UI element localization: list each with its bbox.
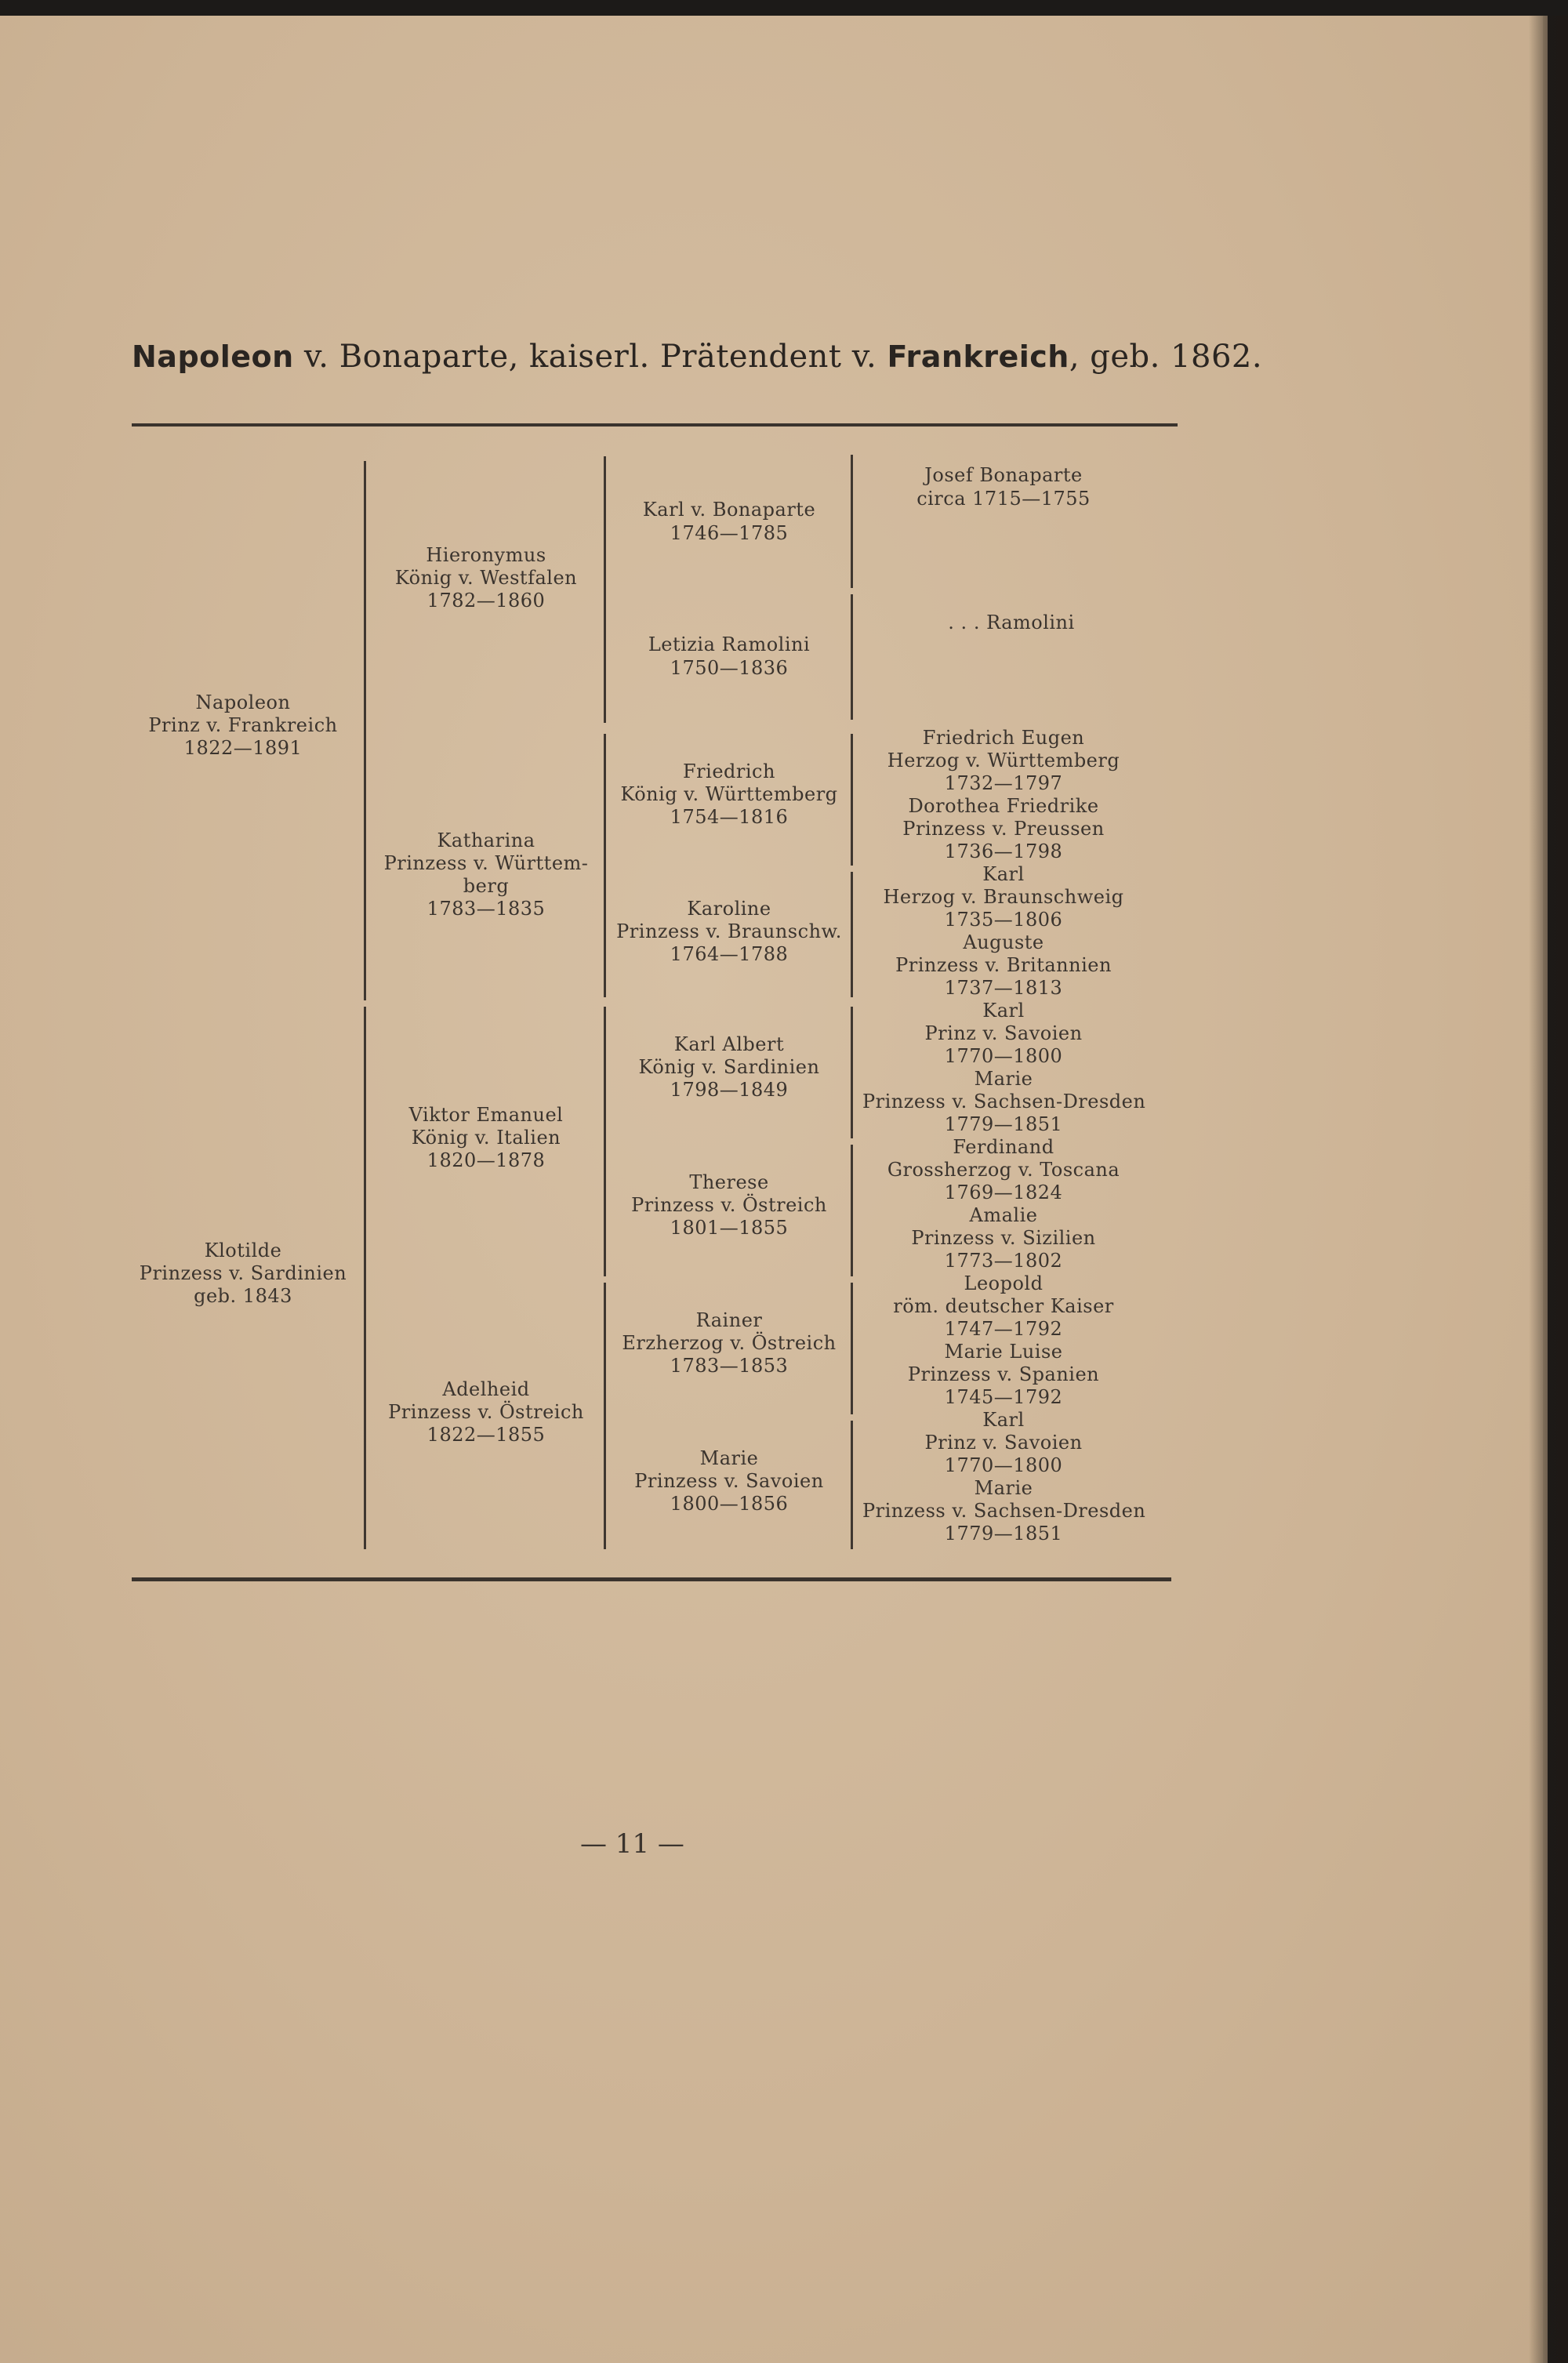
person-title: Prinzess v. Britannien bbox=[895, 954, 1112, 976]
person-name: Viktor Emanuel bbox=[408, 1104, 564, 1126]
person-years: 1732—1797 bbox=[944, 772, 1063, 794]
person-years: 1736—1798 bbox=[944, 840, 1063, 862]
person-name: Amalie bbox=[969, 1204, 1038, 1226]
person-years: 1783—1835 bbox=[426, 898, 546, 920]
bracket-line bbox=[604, 1007, 606, 1276]
bracket-line bbox=[851, 1283, 853, 1414]
person-name: Therese bbox=[689, 1171, 769, 1193]
bracket-line bbox=[364, 1007, 366, 1549]
person-title: Herzog v. Württemberg bbox=[887, 750, 1120, 771]
person-years: 1779—1851 bbox=[944, 1113, 1063, 1135]
person-title: Prinzess v. Östreich bbox=[631, 1194, 827, 1216]
person-name: Marie Luise bbox=[944, 1341, 1063, 1363]
person-title: König v. Württemberg bbox=[620, 783, 838, 805]
title-country: Frankreich bbox=[887, 339, 1069, 374]
person-years: 1735—1806 bbox=[944, 909, 1063, 931]
person-name: Dorothea Friedrike bbox=[908, 795, 1099, 817]
person-years: 1745—1792 bbox=[944, 1386, 1063, 1408]
person-title: Prinzess v. Sizilien bbox=[911, 1227, 1096, 1249]
person-title: Prinzess v. Sachsen-Dresden bbox=[862, 1091, 1146, 1113]
person-years: 1801—1855 bbox=[670, 1217, 789, 1239]
person-years: 1737—1813 bbox=[944, 977, 1063, 999]
person-years: 1747—1792 bbox=[944, 1318, 1063, 1340]
person-name: Letizia Ramolini bbox=[648, 633, 811, 655]
person-years: 1770—1800 bbox=[944, 1045, 1063, 1067]
person-name: Ferdinand bbox=[953, 1136, 1054, 1158]
person-name: Hieronymus bbox=[426, 544, 546, 566]
bracket-line bbox=[851, 1421, 853, 1549]
person-name: Karl Albert bbox=[673, 1033, 785, 1055]
person-title: Prinzess v. Östreich bbox=[388, 1401, 584, 1423]
person-years: 1746—1785 bbox=[670, 522, 789, 544]
person-name: Karl bbox=[982, 1000, 1025, 1022]
person-name: Leopold bbox=[964, 1272, 1044, 1294]
person-name: Marie bbox=[974, 1477, 1033, 1499]
person-name: Katharina bbox=[437, 829, 535, 851]
page-edge-shadow bbox=[1529, 16, 1568, 2363]
bracket-line bbox=[851, 1007, 853, 1138]
person-name: Josef Bonaparte bbox=[924, 464, 1083, 486]
bracket-line bbox=[364, 461, 366, 1000]
page-number: — 11 — bbox=[580, 1828, 684, 1860]
person-name: Klotilde bbox=[204, 1240, 282, 1261]
person-title: Herzog v. Braunschweig bbox=[883, 886, 1124, 908]
person-title: Prinzess v. Savoien bbox=[634, 1470, 824, 1492]
bracket-line bbox=[604, 456, 606, 723]
bracket-line bbox=[851, 734, 853, 866]
person-name: Marie bbox=[974, 1068, 1033, 1090]
bracket-line bbox=[851, 1145, 853, 1276]
bracket-line bbox=[604, 734, 606, 997]
person-years: 1820—1878 bbox=[426, 1149, 546, 1171]
person-name: Marie bbox=[699, 1447, 759, 1469]
person-title: röm. deutscher Kaiser bbox=[893, 1295, 1114, 1317]
person-years: 1798—1849 bbox=[670, 1079, 789, 1101]
bottom-rule bbox=[132, 1577, 1171, 1581]
person-name: Rainer bbox=[695, 1309, 763, 1331]
person-name: Karl v. Bonaparte bbox=[642, 499, 816, 521]
person-years: circa 1715—1755 bbox=[916, 488, 1091, 510]
person-title: Prinz v. Frankreich bbox=[148, 714, 338, 736]
person-title: Prinzess v. Sardinien bbox=[139, 1262, 347, 1284]
bracket-line bbox=[851, 594, 853, 720]
person-title: Prinzess v. Sachsen-Dresden bbox=[862, 1500, 1146, 1522]
person-years: 1822—1891 bbox=[183, 737, 303, 759]
person-years: 1779—1851 bbox=[944, 1523, 1063, 1544]
person-title: Prinzess v. Spanien bbox=[907, 1363, 1100, 1385]
title-name: Napoleon bbox=[132, 339, 294, 374]
person-years: geb. 1843 bbox=[194, 1285, 292, 1307]
person-years: 1783—1853 bbox=[670, 1355, 789, 1377]
person-title: Prinzess v. Braunschw. bbox=[616, 920, 842, 942]
person-name: Karoline bbox=[687, 898, 771, 920]
person-title-cont: berg bbox=[463, 875, 510, 897]
person-title: König v. Westfalen bbox=[394, 567, 578, 589]
person-title: Prinzess v. Württem- bbox=[383, 852, 589, 874]
bracket-line bbox=[604, 1283, 606, 1549]
person-years: 1800—1856 bbox=[670, 1493, 789, 1515]
person-name: Karl bbox=[982, 863, 1025, 885]
person-name: Adelheid bbox=[442, 1378, 530, 1400]
person-title: Erzherzog v. Östreich bbox=[622, 1332, 837, 1354]
person-name: Friedrich bbox=[683, 760, 775, 782]
title-tail: , geb. 1862. bbox=[1069, 339, 1263, 375]
person-title: König v. Italien bbox=[411, 1127, 561, 1149]
person-years: 1764—1788 bbox=[670, 943, 789, 965]
person-title: Prinzess v. Preussen bbox=[902, 818, 1105, 840]
page-title bbox=[132, 339, 1262, 375]
person-title: Prinz v. Savoien bbox=[924, 1022, 1083, 1044]
person-years: 1822—1855 bbox=[426, 1424, 546, 1446]
person-years: 1750—1836 bbox=[670, 657, 789, 679]
person-years: 1769—1824 bbox=[944, 1182, 1063, 1203]
top-rule bbox=[132, 423, 1178, 427]
person-name: Karl bbox=[982, 1409, 1025, 1431]
title-mid: v. Bonaparte, kaiserl. Prätendent v. bbox=[293, 339, 887, 375]
person-name: Napoleon bbox=[195, 691, 291, 713]
person-years: 1773—1802 bbox=[944, 1250, 1063, 1272]
person-name: Friedrich Eugen bbox=[922, 727, 1085, 749]
person-years: 1782—1860 bbox=[426, 590, 546, 612]
person-years: 1754—1816 bbox=[670, 806, 789, 828]
person-name: . . . Ramolini bbox=[948, 612, 1075, 633]
person-years: 1770—1800 bbox=[944, 1454, 1063, 1476]
person-title: Prinz v. Savoien bbox=[924, 1432, 1083, 1454]
person-name: Auguste bbox=[963, 931, 1044, 953]
person-title: König v. Sardinien bbox=[638, 1056, 820, 1078]
bracket-line bbox=[851, 872, 853, 997]
bracket-line bbox=[851, 455, 853, 588]
person-title: Grossherzog v. Toscana bbox=[887, 1159, 1120, 1181]
